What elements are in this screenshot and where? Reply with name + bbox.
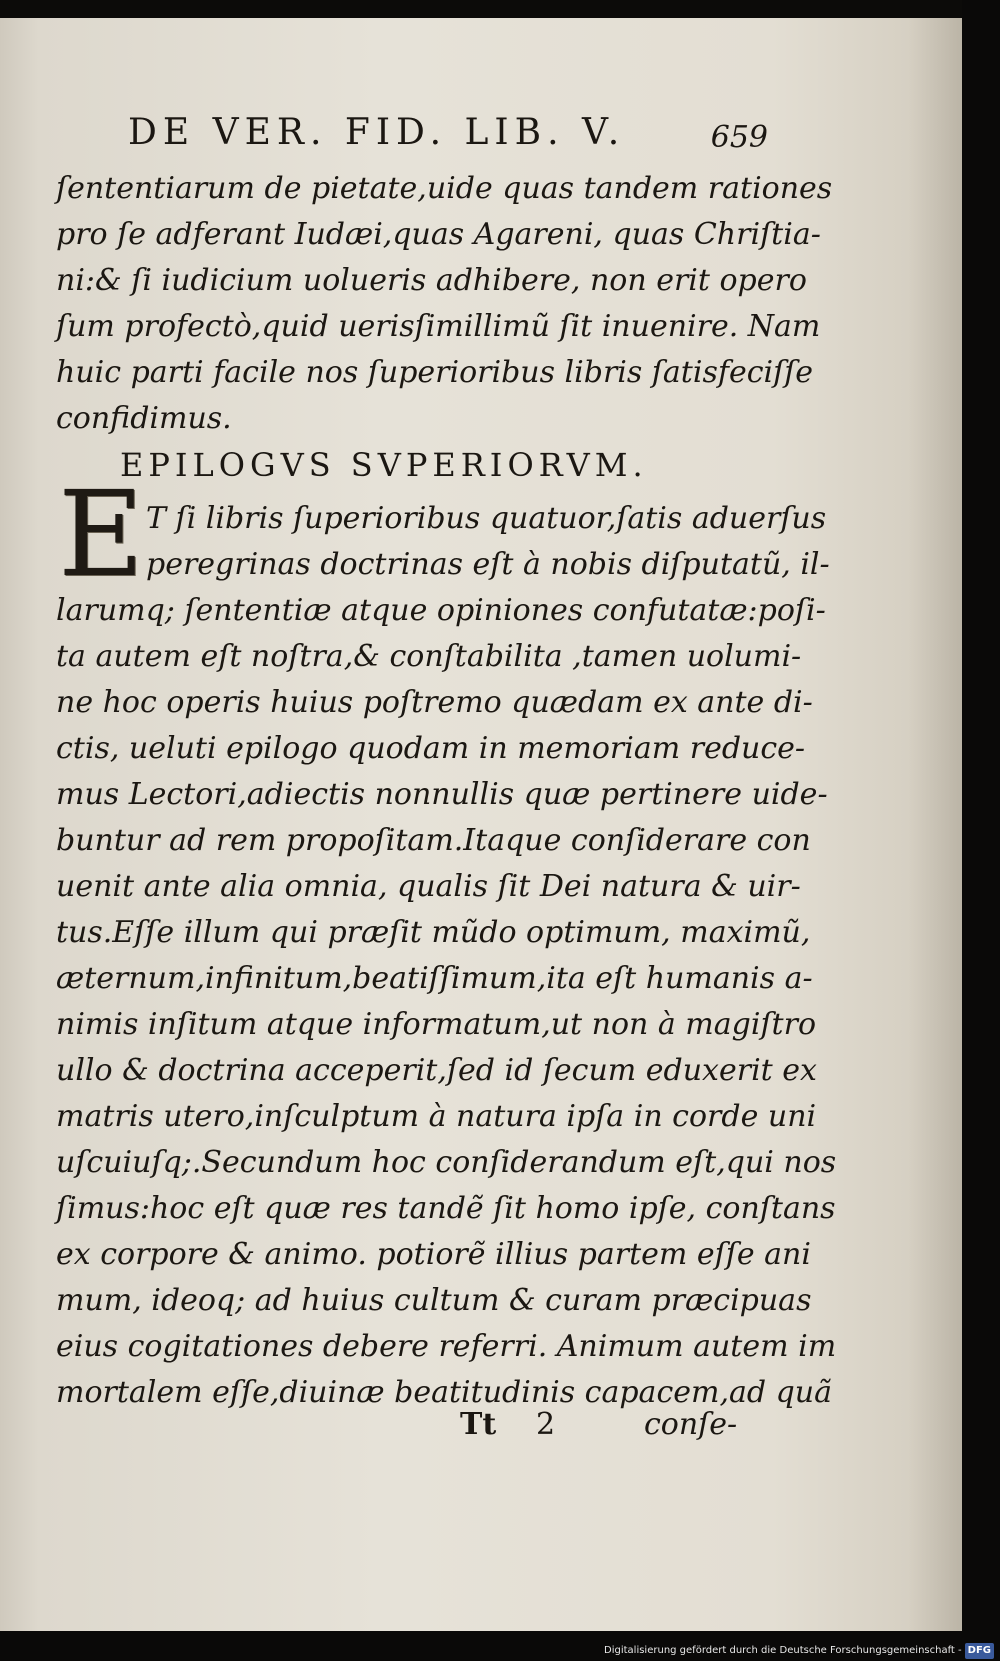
- text-line: ſimus:hoc eſt quæ res tandẽ ſit homo ipſe, conſtans: [56, 1191, 836, 1226]
- text-line: peregrinas doctrinas eſt à nobis diſputatũ, il-: [146, 547, 830, 582]
- scan-top-border: [0, 0, 1000, 20]
- text-line: ſententiarum de pietate,uide quas tandem rationes: [56, 171, 833, 206]
- text-line: mum, ideoq; ad huius cultum & curam præcipuas: [56, 1283, 812, 1318]
- digitization-credit: [604, 1643, 994, 1659]
- text-line: huic parti facile nos ſuperioribus libris ſatisfeciſſe: [56, 355, 814, 390]
- text-line: ta autem eſt noſtra,& conſtabilita ,tamen uolumi-: [56, 639, 802, 674]
- running-head: DE VER. FID. LIB. V.: [128, 112, 626, 153]
- credit-text: Digitalisierung gefördert durch die Deutsche Forschungsgemeinschaft -: [604, 1645, 962, 1656]
- signature-mark: Tt: [460, 1407, 497, 1442]
- text-line: uſcuiuſq;.Secundum hoc conſiderandum eſt,qui nos: [56, 1145, 837, 1180]
- text-line: mortalem eſſe,diuinæ beatitudinis capacem,ad quã: [56, 1375, 833, 1410]
- text-line: ex corpore & animo. potiorẽ illius partem eſſe ani: [56, 1237, 811, 1272]
- text-line: ullo & doctrina acceperit,ſed id ſecum eduxerit ex: [56, 1053, 817, 1088]
- catchword: conſe-: [644, 1407, 738, 1442]
- scan-right-border: [962, 0, 1000, 1661]
- preceding-paragraph: [56, 166, 833, 442]
- text-line: confidimus.: [56, 401, 232, 436]
- text-line: larumq; ſententiæ atque opiniones confutatæ:poſi-: [56, 593, 826, 628]
- drop-cap-initial: E: [58, 465, 145, 603]
- text-line: nimis inſitum atque informatum,ut non à magiſtro: [56, 1007, 817, 1042]
- text-line: matris utero,inſculptum à natura ipſa in corde uni: [56, 1099, 817, 1134]
- text-line: eius cogitationes debere referri. Animum autem im: [56, 1329, 837, 1364]
- text-line: pro ſe adferant Iudæi,quas Agareni, quas Chriſtia-: [56, 217, 821, 252]
- text-line: buntur ad rem propoſitam.Itaque conſiderare con: [56, 823, 811, 858]
- dfg-logo: DFG: [965, 1643, 994, 1659]
- text-line: mus Lectori,adiectis nonnullis quæ pertinere uide-: [56, 777, 828, 812]
- text-line: æternum,infinitum,beatiſſimum,ita eſt humanis a-: [56, 961, 813, 996]
- text-line: T ſi libris ſuperioribus quatuor,ſatis aduerſus: [146, 501, 827, 536]
- section-heading: EPILOGVS SVPERIORVM.: [120, 446, 648, 484]
- epilogue-paragraph: [56, 496, 837, 1416]
- text-line: tus.Eſſe illum qui præſit mũdo optimum, maximũ,: [56, 915, 811, 950]
- page-footer: [460, 1407, 740, 1453]
- text-line: ctis, ueluti epilogo quodam in memoriam reduce-: [56, 731, 806, 766]
- page-number: 659: [710, 120, 768, 155]
- page-header: [128, 112, 768, 166]
- text-line: ni:& ſi iudicium uolueris adhibere, non erit opero: [56, 263, 807, 298]
- text-line: ne hoc operis huius poſtremo quædam ex ante di-: [56, 685, 813, 720]
- text-line: uenit ante alia omnia, qualis ſit Dei natura & uir-: [56, 869, 801, 904]
- signature-number: 2: [536, 1407, 556, 1442]
- text-line: ſum profectò,quid uerisſimillimũ ſit inuenire. Nam: [56, 309, 821, 344]
